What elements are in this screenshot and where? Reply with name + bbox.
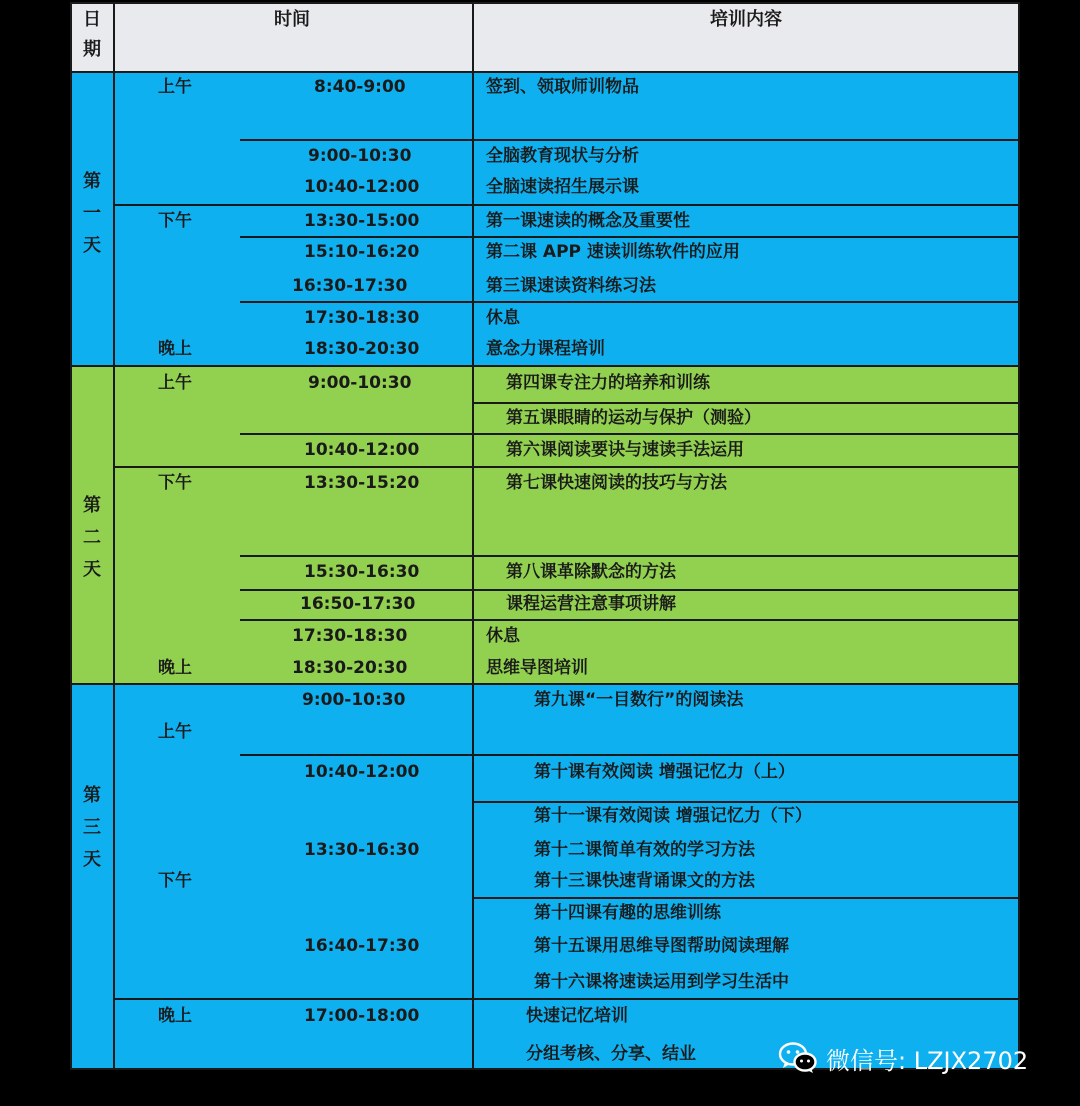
row-divider — [472, 897, 1020, 899]
row-divider — [113, 204, 1020, 206]
header-separator — [70, 71, 1020, 73]
time-cell: 13:30-16:30 — [304, 840, 420, 860]
time-cell: 15:30-16:30 — [304, 562, 420, 582]
content-cell: 全脑教育现状与分析 — [486, 146, 639, 166]
row-divider — [240, 433, 1020, 435]
period-label: 下午 — [158, 211, 192, 231]
time-column-divider — [472, 2, 474, 1070]
period-label: 上午 — [158, 722, 192, 742]
row-divider — [240, 139, 1020, 141]
period-label: 上午 — [158, 77, 192, 97]
content-cell: 第二课 APP 速读训练软件的应用 — [486, 242, 740, 262]
content-cell: 第十三课快速背诵课文的方法 — [534, 871, 755, 891]
table-border-right — [1018, 2, 1020, 1070]
content-cell: 第十二课简单有效的学习方法 — [534, 840, 755, 860]
period-label: 晚上 — [158, 1006, 192, 1026]
time-cell: 10:40-12:00 — [304, 177, 420, 197]
content-cell: 第九课“一目数行”的阅读法 — [534, 690, 744, 710]
time-cell: 10:40-12:00 — [304, 762, 420, 782]
time-cell: 13:30-15:00 — [304, 211, 420, 231]
time-cell: 8:40-9:00 — [314, 77, 406, 97]
time-cell: 17:30-18:30 — [292, 626, 408, 646]
content-cell: 第三课速读资料练习法 — [486, 276, 656, 296]
row-divider — [113, 466, 1020, 468]
wechat-watermark — [778, 1040, 1028, 1076]
period-label: 下午 — [158, 871, 192, 891]
row-divider — [240, 619, 1020, 621]
time-cell: 16:40-17:30 — [304, 936, 420, 956]
table-border-top — [70, 2, 1020, 4]
time-cell: 17:30-18:30 — [304, 308, 420, 328]
time-cell: 9:00-10:30 — [302, 690, 406, 710]
content-cell: 第五课眼睛的运动与保护（测验） — [506, 408, 761, 428]
header-row-background — [70, 2, 1020, 72]
time-cell: 9:00-10:30 — [308, 146, 412, 166]
header-content-label: 培训内容 — [710, 9, 782, 30]
row-divider — [240, 589, 1020, 591]
content-cell: 第一课速读的概念及重要性 — [486, 211, 690, 231]
content-cell: 第十六课将速读运用到学习生活中 — [534, 972, 789, 992]
day3-label: 第 三 天 — [83, 785, 101, 870]
row-divider — [240, 301, 1020, 303]
content-cell: 第十一课有效阅读 增强记忆力（下） — [534, 806, 812, 826]
time-cell: 16:30-17:30 — [292, 276, 408, 296]
content-cell: 休息 — [486, 626, 520, 646]
date-column-divider — [113, 2, 115, 1070]
period-label: 上午 — [158, 373, 192, 393]
header-date-label: 日 期 — [83, 9, 101, 60]
content-cell: 第七课快速阅读的技巧与方法 — [506, 473, 727, 493]
period-label: 晚上 — [158, 658, 192, 678]
content-cell: 第四课专注力的培养和训练 — [506, 373, 710, 393]
content-cell: 第十五课用思维导图帮助阅读理解 — [534, 936, 789, 956]
content-cell: 思维导图培训 — [486, 658, 588, 678]
content-cell: 签到、领取师训物品 — [486, 77, 639, 97]
time-cell: 10:40-12:00 — [304, 440, 420, 460]
row-divider — [240, 555, 1020, 557]
content-cell: 分组考核、分享、结业 — [526, 1044, 696, 1064]
time-cell: 18:30-20:30 — [304, 339, 420, 359]
wechat-id-text: 微信号: LZJX2702 — [826, 1046, 1029, 1075]
content-cell: 课程运营注意事项讲解 — [506, 594, 676, 614]
time-cell: 16:50-17:30 — [300, 594, 416, 614]
content-cell: 休息 — [486, 308, 520, 328]
period-label: 晚上 — [158, 339, 192, 359]
row-divider — [113, 998, 1020, 1000]
row-divider — [472, 402, 1020, 404]
time-cell: 17:00-18:00 — [304, 1006, 420, 1026]
day2-label: 第 二 天 — [83, 495, 101, 580]
content-cell: 意念力课程培训 — [486, 339, 605, 359]
row-divider — [240, 236, 1020, 238]
content-cell: 第十课有效阅读 增强记忆力（上） — [534, 762, 795, 782]
content-cell: 第六课阅读要诀与速读手法运用 — [506, 440, 744, 460]
content-cell: 第十四课有趣的思维训练 — [534, 903, 721, 923]
row-divider — [240, 754, 1020, 756]
training-schedule-table — [70, 2, 1020, 1070]
wechat-icon — [778, 1041, 818, 1075]
time-cell: 13:30-15:20 — [304, 473, 420, 493]
row-divider — [472, 801, 1020, 803]
content-cell: 第八课革除默念的方法 — [506, 562, 676, 582]
time-cell: 18:30-20:30 — [292, 658, 408, 678]
day1-label: 第 一 天 — [83, 171, 101, 256]
time-cell: 15:10-16:20 — [304, 242, 420, 262]
day2-day3-separator — [70, 683, 1020, 685]
content-cell: 全脑速读招生展示课 — [486, 177, 639, 197]
time-cell: 9:00-10:30 — [308, 373, 412, 393]
day1-day2-separator — [70, 365, 1020, 367]
header-time-label: 时间 — [274, 9, 310, 30]
period-label: 下午 — [158, 473, 192, 493]
content-cell: 快速记忆培训 — [526, 1006, 628, 1026]
